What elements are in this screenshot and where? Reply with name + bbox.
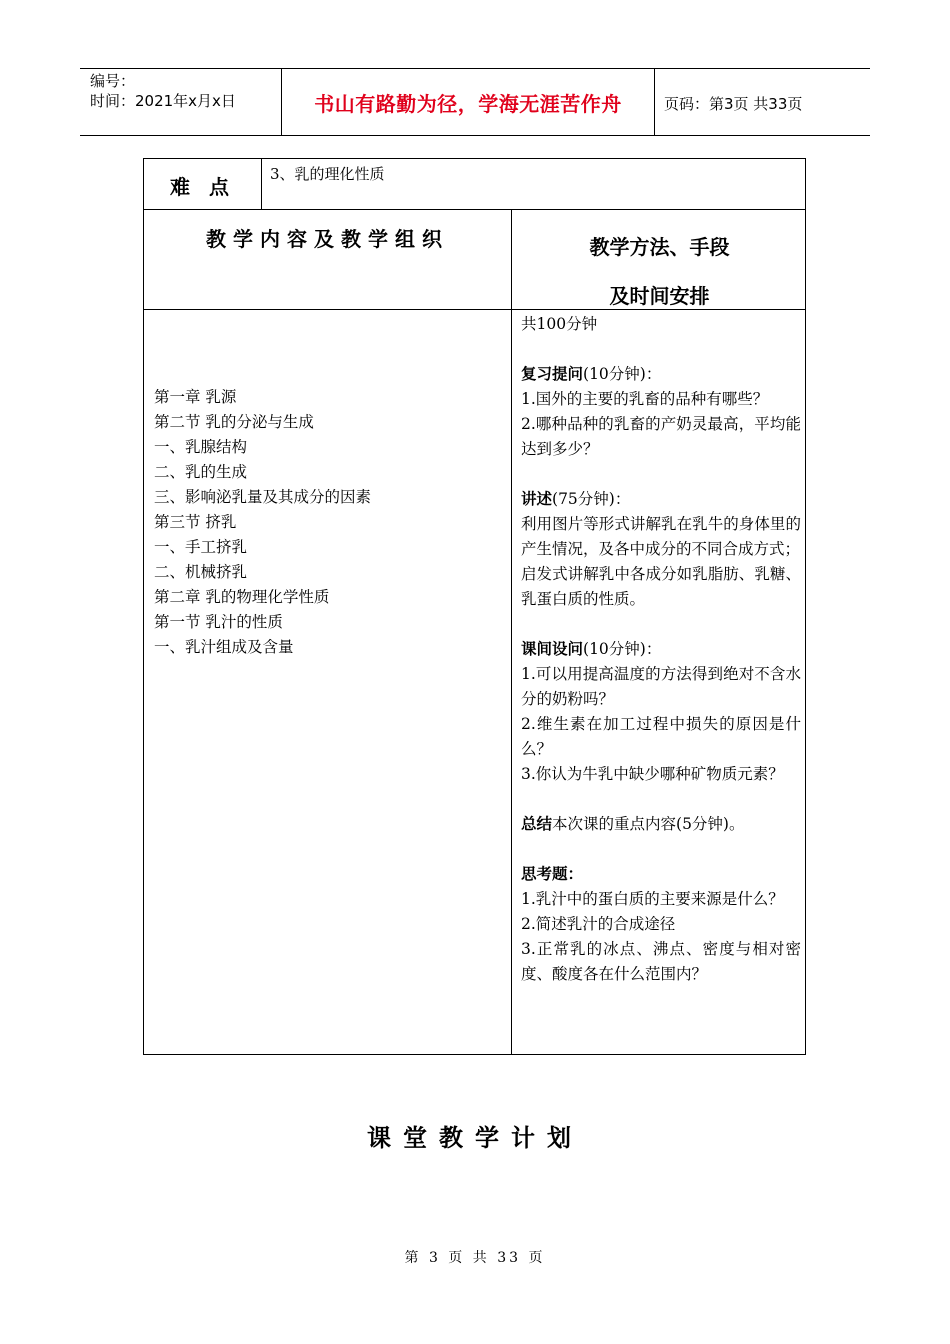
lecture-paragraph: 启发式讲解乳中各成分如乳脂肪、乳糖、乳蛋白质的性质。 xyxy=(521,565,801,608)
header-meta xyxy=(90,71,236,111)
inclass-time: (10分钟)： xyxy=(583,640,662,658)
difficulty-text: 3、乳的理化性质 xyxy=(270,165,385,183)
review-heading xyxy=(521,362,801,387)
review-question: 1.国外的主要的乳畜的品种有哪些？ xyxy=(521,390,769,408)
review-time: (10分钟)： xyxy=(583,365,662,383)
outline-item: 第二节 乳的分泌与生成 xyxy=(154,413,314,431)
lecture-paragraph: 利用图片等形式讲解乳在乳牛的身体里的产生情况，及各中成分的不同合成方式； xyxy=(521,515,801,558)
review-question: 2.哪种品种的乳畜的产奶灵最高，平均能达到多少？ xyxy=(521,415,801,458)
inclass-question: 3.你认为牛乳中缺少哪种矿物质元素？ xyxy=(521,765,784,783)
content-outline xyxy=(154,385,371,660)
header-bottom-rule xyxy=(80,135,870,136)
header-motto: 书山有路勤为径，学海无涯苦作舟 xyxy=(314,92,622,116)
outline-item: 二、乳的生成 xyxy=(154,463,248,481)
inclass-question: 1.可以用提高温度的方法得到绝对不含水分的奶粉吗？ xyxy=(521,665,801,708)
plan-title: 课堂教学计划 xyxy=(367,1124,583,1152)
lecture-heading xyxy=(521,487,801,512)
inclass-heading xyxy=(521,637,801,662)
outline-item: 二、机械挤乳 xyxy=(154,563,248,581)
summary-text: 本次课的重点内容(5分钟)。 xyxy=(552,815,745,833)
total-time: 共100分钟 xyxy=(521,315,598,333)
outline-item: 一、乳腺结构 xyxy=(154,438,248,456)
summary-title: 总结 xyxy=(521,815,553,833)
summary-line xyxy=(521,812,801,837)
review-title: 复习提问 xyxy=(521,365,584,383)
content-column-header: 教学内容及教学组织 xyxy=(206,227,449,251)
think-question: 1.乳汁中的蛋白质的主要来源是什么？ xyxy=(521,890,784,908)
think-heading xyxy=(521,862,801,887)
method-header-line: 教学方法、手段 xyxy=(589,235,730,259)
outline-item: 第一节 乳汁的性质 xyxy=(154,613,283,631)
outline-item: 一、乳汁组成及含量 xyxy=(154,638,294,656)
inclass-question: 2.维生素在加工过程中损失的原因是什么？ xyxy=(521,715,801,758)
table-rule xyxy=(261,159,262,209)
header-divider xyxy=(654,68,655,136)
lesson-table xyxy=(143,158,806,1055)
think-question: 2.简述乳汁的合成途径 xyxy=(521,915,676,933)
number-label: 编号： xyxy=(90,72,136,90)
outline-item: 第三节 挤乳 xyxy=(154,513,237,531)
page-footer: 第 3 页 共 33 页 xyxy=(404,1250,546,1266)
header-top-rule xyxy=(80,68,870,69)
think-title: 思考题： xyxy=(521,865,584,883)
think-question: 3.正常乳的冰点、沸点、密度与相对密度、酸度各在什么范围内？ xyxy=(521,940,801,983)
table-rule xyxy=(144,209,805,210)
method-header-line: 及时间安排 xyxy=(609,284,710,308)
table-rule xyxy=(511,209,512,1055)
method-column xyxy=(521,312,801,987)
outline-item: 一、手工挤乳 xyxy=(154,538,248,556)
difficulty-label: 难 点 xyxy=(170,175,235,199)
inclass-title: 课间设问 xyxy=(521,640,584,658)
outline-item: 第二章 乳的物理化学性质 xyxy=(154,588,330,606)
outline-item: 第一章 乳源 xyxy=(154,388,237,406)
page-code: 页码：第3页 共33页 xyxy=(664,95,803,113)
method-column-header xyxy=(512,223,807,321)
lecture-time: (75分钟)： xyxy=(552,490,631,508)
outline-item: 三、影响泌乳量及其成分的因素 xyxy=(154,488,372,506)
lecture-title: 讲述 xyxy=(521,490,553,508)
time-label: 时间：2021年x月x日 xyxy=(90,92,236,110)
